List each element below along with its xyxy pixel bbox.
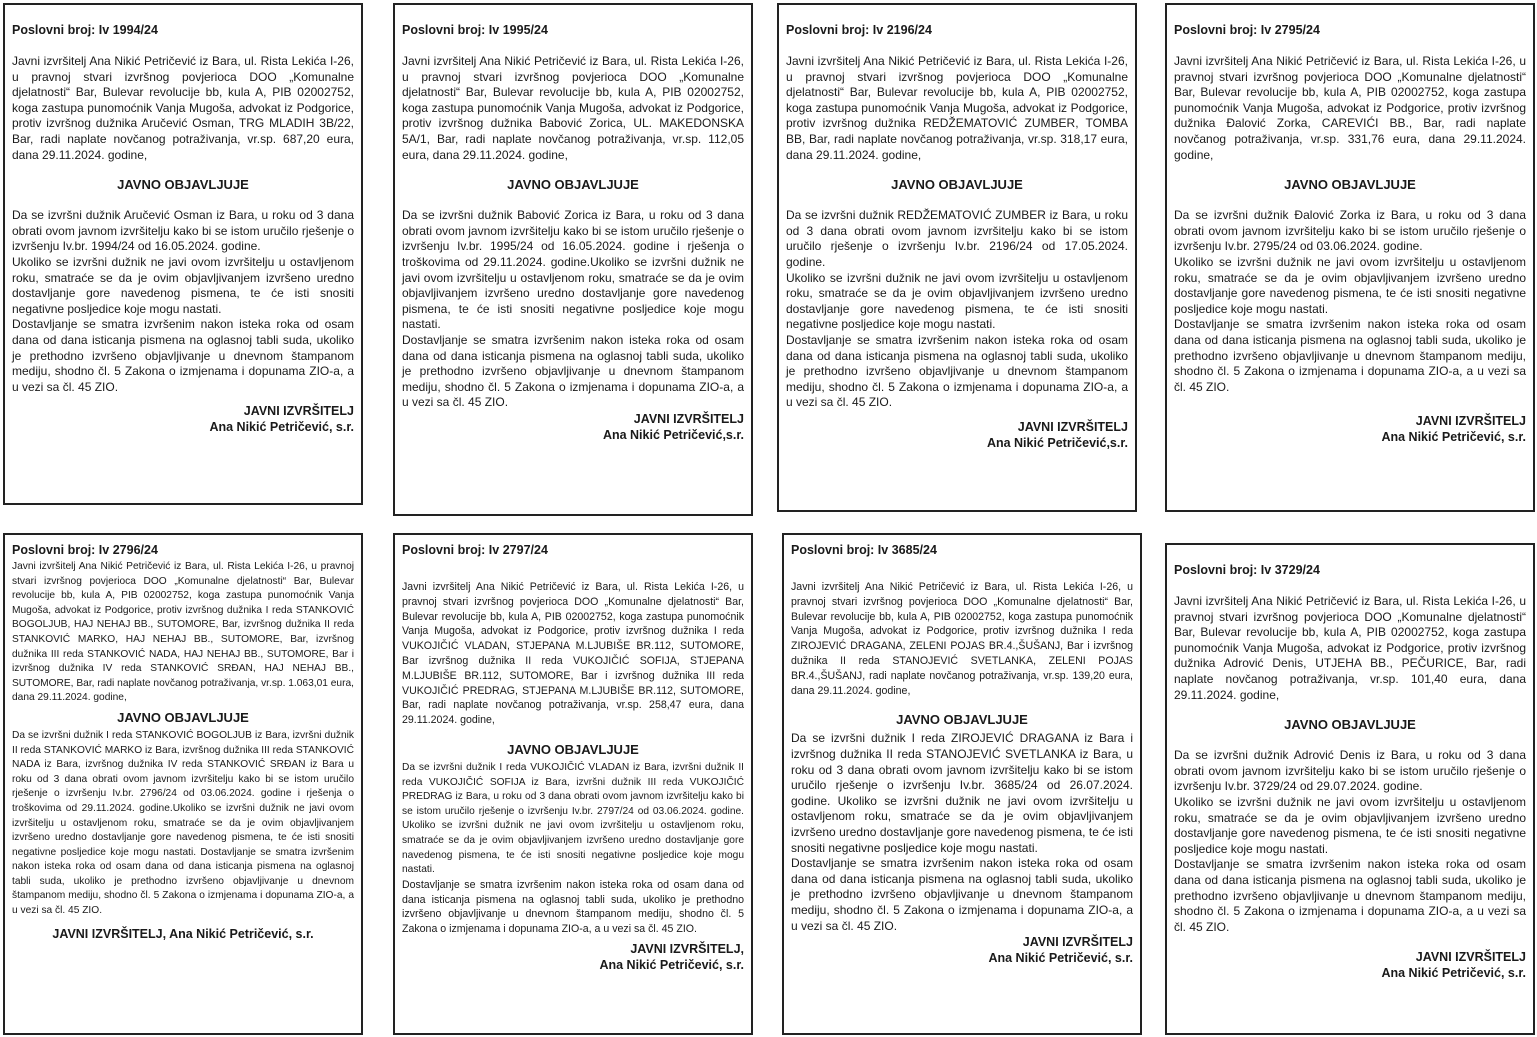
intro-paragraph: Javni izvršitelj Ana Nikić Petričević iz Bara, ul. Rista Lekića I-26, u pravnoj stvari izvršnog povjerioca DOO „Komunalne djelatnosti“ Bar, Bulevar revolucije bb, kula A, PIB 02002752, koga zastupa punomoćnik Vanja Mugoša, advokat iz Podgorice, protiv izvršnog dužnika Đalović Zorka, CAREVIĆI BB., Bar, radi naplate novčanog potraživanja, vr.sp. 331,76 eura, dana 29.11.2024. godine, [1174, 54, 1526, 162]
case-number: Poslovni broj: Iv 2797/24 [402, 543, 548, 557]
case-number: Poslovni broj: Iv 2795/24 [1174, 23, 1320, 37]
body-paragraph: Da se izvršni dužnik I reda STANKOVIĆ BOGOLJUB iz Bara, izvršni dužnik II reda STANKOVIĆ MARKO iz Bara, izvršnog dužnika III reda STANKOVIĆ NADA iz Bara, izvršnog dužnika IV reda STANKOVIĆ SRĐAN iz Bara u roku od 3 dana obrati ovom javnom izvršitelju kako bi se istom uručilo rješenje o izvršenju Iv.br. 2796/24 od 03.06.2024. godine i rješenja o troškovima od 29.11.2024. godine.Ukoliko se izvršni dužnik ne javi ovom izvršitelju u ostavljenom roku, smatraće se da je ovim objavljivanjem izvršeno uredno dostavljanje gore navedenog pismena, te će isti snositi negativne posljedice koje mogu nastati. Dostavljanje se smatra izvršenim nakon isteka roka od osam dana od dana isticanja pismena na oglasnoj tabli suda, ukoliko je prethodno izvršeno objavljivanje u dnevnom štampanom mediju, shodno čl. 5 Zakona o izmjenama i dopunama ZIO-a, a u vezi sa čl. 45 ZIO. [12, 729, 354, 917]
intro-paragraph: Javni izvršitelj Ana Nikić Petričević iz Bara, ul. Rista Lekića I-26, u pravnoj stvari izvršnog povjerioca DOO „Komunalne djelatnosti“ Bar, Bulevar revolucije bb, kula A, PIB 02002752, koga zastupa punomoćnik Vanja Mugoša, advokat iz Podgorice, protiv izvršnog dužnika I reda VUKOJIČIĆ VLADAN, STJEPANA M.LJUBIŠE BR.112, SUTOMORE, Bar izvršnog dužnika II reda VUKOJIČIĆ SOFIJA, STJEPANA M.LJUBIŠE BR.112, SUTOMORE, Bar i izvršnog dužnika III reda VUKOJIČIĆ PREDRAG, STJEPANA M.LJUBIŠE BR.112, SUTOMORE, Bar, radi naplate novčanog potraživanja, vr.sp. 258,47 eura, dana 29.11.2024. godine, [402, 581, 744, 727]
announcement-heading: JAVNO OBJAVLJUJE [507, 741, 639, 757]
signature-name: Ana Nikić Petričević,s.r. [602, 427, 744, 442]
signature-title: JAVNI IZVRŠITELJ, [630, 941, 744, 956]
signature: JAVNI IZVRŠITELJ, Ana Nikić Petričević, s.r. [52, 926, 314, 941]
body-paragraph: Da se izvršni dužnik Babović Zorica iz Bara, u roku od 3 dana obrati ovom javnom izvršitelju kako bi se istom uručilo rješenje o izvršenju Iv.br. 1995/24 od 16.05.2024. godine i rješenja o troškovima od 29.11.2024. godine.Ukoliko se izvršni dužnik ne javi ovom izvršitelju u ostavljenom roku, smatraće se da je ovim objavljivanjem izvršeno uredno dostavljanje gore navedenog pismena, te će isti snositi negativne posljedice koje mogu nastati. [402, 208, 744, 332]
announcement-heading: JAVNO OBJAVLJUJE [1284, 717, 1416, 733]
notice-iv-2795 [1165, 3, 1535, 512]
body-paragraph: Dostavljanje se smatra izvršenim nakon isteka roka od osam dana od dana isticanja pismena na oglasnoj tabli suda, ukoliko je prethodno izvršeno objavljivanje u dnevnom štampanom mediju, shodno čl. 5 Zakona o izmjenama i dopunama ZIO-a, a u vezi sa čl. 45 ZIO. [12, 317, 354, 394]
signature-title: JAVNI IZVRŠITELJ [1415, 950, 1526, 965]
body-paragraph: Dostavljanje se smatra izvršenim nakon isteka roka od osam dana od dana isticanja pismena na oglasnoj tabli suda, ukoliko je prethodno izvršeno objavljivanje u dnevnom štampanom mediju, shodno čl. 5 Zakona o izmjenama i dopunama ZIO-a, a u vezi sa čl. 45 ZIO. [1174, 317, 1526, 394]
case-number: Poslovni broj: Iv 1994/24 [12, 23, 158, 37]
signature-title: JAVNI IZVRŠITELJ [1022, 935, 1133, 950]
signature-name: Ana Nikić Petričević, s.r. [1381, 430, 1526, 445]
signature [791, 934, 1133, 966]
body-paragraph: Ukoliko se izvršni dužnik ne javi ovom izvršitelju u ostavljenom roku, smatraće se da je ovim objavljivanjem izvršeno uredno dostavljanje gore navedenog pismena, te će isti snositi negativne posljedice koje mogu nastati. [1174, 794, 1526, 856]
signature [402, 941, 744, 973]
signature-title: JAVNI IZVRŠITELJ [243, 404, 354, 419]
case-number: Poslovni broj: Iv 3729/24 [1174, 563, 1320, 577]
signature [1174, 949, 1526, 981]
announcement-heading: JAVNO OBJAVLJUJE [507, 177, 639, 193]
body-paragraph: Dostavljanje se smatra izvršenim nakon isteka roka od osam dana od dana isticanja pismena na oglasnoj tabli suda, ukoliko je prethodno izvršeno objavljivanje u dnevnom štampanom mediju, shodno čl. 5 Zakona o izmjenama i dopunama ZIO-a, a u vezi sa čl. 45 ZIO. [791, 856, 1133, 933]
signature [402, 411, 744, 443]
body-paragraph: Dostavljanje se smatra izvršenim nakon isteka roka od osam dana od dana isticanja pismena na oglasnoj tabli suda, ukoliko je prethodno izvršeno objavljivanje u dnevnom štampanom mediju, shodno čl. 5 Zakona o izmjenama i dopunama ZIO-a, a u vezi sa čl. 45 ZIO. [1174, 857, 1526, 934]
notice-iv-2797 [393, 533, 753, 1035]
body-paragraph: Dostavljanje se smatra izvršenim nakon isteka roka od osam dana od dana isticanja pismena na oglasnoj tabli suda, ukoliko je prethodno izvršeno objavljivanje u dnevnom štampanom mediju, shodno čl. 5 Zakona o izmjenama i dopunama ZIO-a, a u vezi sa čl. 45 ZIO. [402, 332, 744, 410]
signature [1174, 413, 1526, 445]
notice-iv-1995 [393, 3, 753, 516]
notice-iv-3729 [1165, 543, 1535, 1035]
announcement-heading: JAVNO OBJAVLJUJE [1284, 177, 1416, 193]
case-number: Poslovni broj: Iv 2796/24 [12, 543, 158, 557]
intro-paragraph: Javni izvršitelj Ana Nikić Petričević iz Bara, ul. Rista Lekića I-26, u pravnoj stvari izvršnog povjerioca DOO „Komunalne djelatnosti“ Bar, Bulevar revolucije bb, kula A, PIB 02002752, koga zastupa punomoćnik Vanja Mugoša, advokat iz Podgorice, protiv izvršnog dužnika I reda STANKOVIĆ BOGOLJUB, HAJ NEHAJ BB., SUTOMORE, Bar, izvršnog dužnika II reda STANKOVIĆ MARKO, HAJ NEHAJ BB., SUTOMORE, Bar, izvršnog dužnika III reda STANKOVIĆ NADA, HAJ NEHAJ BB., SUTOMORE, Bar i izvršnog dužnika IV reda STANKOVIĆ SRĐAN, HAJ NEHAJ BB., SUTOMORE, Bar, radi naplate novčanog potraživanja, vr.sp. 1.063,01 eura, dana 29.11.2024. godine, [12, 561, 354, 704]
body-paragraph: Dostavljanje se smatra izvršenim nakon isteka roka od osam dana od dana isticanja pismena na oglasnoj tabli suda, ukoliko je prethodno izvršeno objavljivanje u dnevnom štampanom mediju, shodno čl. 5 Zakona o izmjenama i dopunama ZIO-a, a u vezi sa čl. 45 ZIO. [786, 332, 1128, 410]
case-number: Poslovni broj: Iv 3685/24 [791, 543, 937, 557]
body-paragraph: Da se izvršni dužnik Aručević Osman iz Bara, u roku od 3 dana obrati ovom javnom izvršitelju kako bi se istom uručilo rješenje o izvršenju Iv.br. 1994/24 od 16.05.2024. godine. [12, 208, 354, 254]
intro-paragraph: Javni izvršitelj Ana Nikić Petričević iz Bara, ul. Rista Lekića I-26, u pravnoj stvari izvršnog povjerioca DOO „Komunalne djelatnosti“ Bar, Bulevar revolucije bb, kula A, PIB 02002752, koga zastupa punomoćnik Vanja Mugoša, advokat iz Podgorice, protiv izvršnog dužnika REDŽEMATOVIĆ ZUMBER, TOMBA BB, Bar, radi naplate novčanog potraživanja, vr.sp. 318,17 eura, dana 29.11.2024. godine, [786, 54, 1128, 162]
intro-paragraph: Javni izvršitelj Ana Nikić Petričević iz Bara, ul. Rista Lekića I-26, u pravnoj stvari izvršnog povjerioca DOO „Komunalne djelatnosti“ Bar, Bulevar revolucije bb, kula A, PIB 02002752, koga zastupa punomoćnik Vanja Mugoša, advokat iz Podgorice, protiv izvršnog dužnika Aručević Osman, TRG MLADIH 3B/22, Bar, radi naplate novčanog potraživanja, vr.sp. 687,20 eura, dana 29.11.2024. godine, [12, 54, 354, 162]
signature [12, 403, 354, 435]
signature-name: Ana Nikić Petričević, s.r. [599, 957, 744, 972]
body-paragraph: Ukoliko se izvršni dužnik ne javi ovom izvršitelju u ostavljenom roku, smatraće se da je ovim objavljivanjem izvršeno uredno dostavljanje gore navedenog pismena, te će isti snositi negativne posljedice koje mogu nastati. [786, 270, 1128, 332]
intro-paragraph: Javni izvršitelj Ana Nikić Petričević iz Bara, ul. Rista Lekića I-26, u pravnoj stvari izvršnog povjerioca DOO „Komunalne djelatnosti“ Bar, Bulevar revolucije bb, kula A, PIB 02002752, koga zastupa punomoćnik Vanja Mugoša, advokat iz Podgorice, protiv izvršnog dužnika Adrović Denis, UTJEHA BB., PEČURICE, Bar, radi naplate novčanog potraživanja, vr.sp. 101,40 eura, dana 29.11.2024. godine, [1174, 594, 1526, 702]
notice-iv-3685 [782, 533, 1142, 1035]
body-paragraph: Ukoliko se izvršni dužnik ne javi ovom izvršitelju u ostavljenom roku, smatraće se da je ovim objavljivanjem izvršeno uredno dostavljanje gore navedenog pismena, te će isti snositi negativne posljedice koje mogu nastati. [1174, 254, 1526, 316]
case-number: Poslovni broj: Iv 2196/24 [786, 23, 932, 37]
signature-name: Ana Nikić Petričević, s.r. [1381, 966, 1526, 981]
body-paragraph: Da se izvršni dužnik REDŽEMATOVIĆ ZUMBER iz Bara, u roku od 3 dana obrati ovom javnom izvršitelju kako bi se istom uručilo rješenje o izvršenju Iv.br. 2196/24 od 17.05.2024. godine. [786, 208, 1128, 269]
notice-iv-2196 [777, 3, 1137, 512]
signature-title: JAVNI IZVRŠITELJ [1415, 414, 1526, 429]
body-paragraph: Ukoliko se izvršni dužnik ne javi ovom izvršitelju u ostavljenom roku, smatraće se da je ovim objavljivanjem izvršeno uredno dostavljanje gore navedenog pismena, te će isti snositi negativne posljedice koje mogu nastati. [12, 254, 354, 316]
signature-title: JAVNI IZVRŠITELJ [1017, 419, 1128, 434]
announcement-heading: JAVNO OBJAVLJUJE [891, 177, 1023, 193]
body-paragraph: Da se izvršni dužnik I reda ZIROJEVIĆ DRAGANA iz Bara i izvršnog dužnika II reda STANOJEVIĆ SVETLANKA iz Bara, u roku od 3 dana obrati ovom javnom izvršitelju kako bi se istom uručilo rješenje o izvršenju Iv.br. 3685/24 od 26.07.2024. godine. Ukoliko se izvršni dužnik ne javi ovom izvršitelju u ostavljenom roku, smatraće se da je ovim objavljivanjem izvršeno uredno dostavljanje gore navedenog pismena, te će isti snositi negativne posljedice koje mogu nastati. [791, 731, 1133, 855]
signature-name: Ana Nikić Petričević, s.r. [988, 951, 1133, 966]
body-paragraph: Da se izvršni dužnik Adrović Denis iz Bara, u roku od 3 dana obrati ovom javnom izvršitelju kako bi se istom uručilo rješenje o izvršenju Iv.br. 3729/24 od 29.07.2024. godine. [1174, 748, 1526, 794]
announcement-heading: JAVNO OBJAVLJUJE [117, 709, 249, 725]
notice-iv-1994 [3, 3, 363, 505]
intro-paragraph: Javni izvršitelj Ana Nikić Petričević iz Bara, ul. Rista Lekića I-26, u pravnoj stvari izvršnog povjerioca DOO „Komunalne djelatnosti“ Bar, Bulevar revolucije bb, kula A, PIB 02002752, koga zastupa punomoćnik Vanja Mugoša, advokat iz Podgorice, protiv izvršnog dužnika Babović Zorica, UL. MAKEDONSKA 5A/1, Bar, radi naplate novčanog potraživanja, vr.sp. 112,05 eura, dana 29.11.2024. godine, [402, 54, 744, 162]
signature-title: JAVNI IZVRŠITELJ [633, 411, 744, 426]
intro-paragraph: Javni izvršitelj Ana Nikić Petričević iz Bara, ul. Rista Lekića I-26, u pravnoj stvari izvršnog povjerioca DOO „Komunalne djelatnosti“ Bar, Bulevar revolucije bb, kula A, PIB 02002752, koga zastupa punomoćnik Vanja Mugoša, advokat iz Podgorice, protiv izvršnog dužnika I reda ZIROJEVIĆ DRAGANA, ZELENI POJAS BR.4.,ŠUŠANJ, Bar i izvršnog dužnika II reda STANOJEVIĆ SVETLANKA, ZELENI POJAS BR.4.,ŠUŠANJ, radi naplate novčanog potraživanja, vr.sp. 139,20 eura, dana 29.11.2024. godine, [791, 581, 1133, 697]
notice-iv-2796 [3, 533, 363, 1035]
signature [786, 419, 1128, 451]
announcement-heading: JAVNO OBJAVLJUJE [896, 712, 1028, 728]
announcement-heading: JAVNO OBJAVLJUJE [117, 177, 249, 193]
signature-name: Ana Nikić Petričević,s.r. [986, 435, 1128, 450]
signature-name: Ana Nikić Petričević, s.r. [209, 420, 354, 435]
body-paragraph: Da se izvršni dužnik I reda VUKOJIČIĆ VLADAN iz Bara, izvršni dužnik II reda VUKOJIČIĆ SOFIJA iz Bara, izvršni dužnik III reda VUKOJIČIĆ PREDRAG iz Bara, u roku od 3 dana obrati ovom javnom izvršitelju kako bi se istom uručilo rješenje o izvršenju Iv.br. 2797/24 od 03.06.2024. godine. Ukoliko se izvršni dužnik ne javi ovom izvršitelju u ostavljenom roku, smatraće se da je ovim objavljivanjem izvršeno uredno dostavljanje gore navedenog pismena, te će isti snositi negativne posljedice koje mogu nastati. [402, 761, 744, 876]
case-number: Poslovni broj: Iv 1995/24 [402, 23, 548, 37]
body-paragraph: Dostavljanje se smatra izvršenim nakon isteka roka od osam dana od dana isticanja pismena na oglasnoj tabli suda, ukoliko je prethodno izvršeno objavljivanje u dnevnom štampanom mediju, shodno čl. 5 Zakona o izmjenama i dopunama ZIO-a, a u vezi sa čl. 45 ZIO. [402, 878, 744, 936]
body-paragraph: Da se izvršni dužnik Đalović Zorka iz Bara, u roku od 3 dana obrati ovom javnom izvršitelju kako bi se istom uručilo rješenje o izvršenju Iv.br. 2795/24 od 03.06.2024. godine. [1174, 208, 1526, 254]
